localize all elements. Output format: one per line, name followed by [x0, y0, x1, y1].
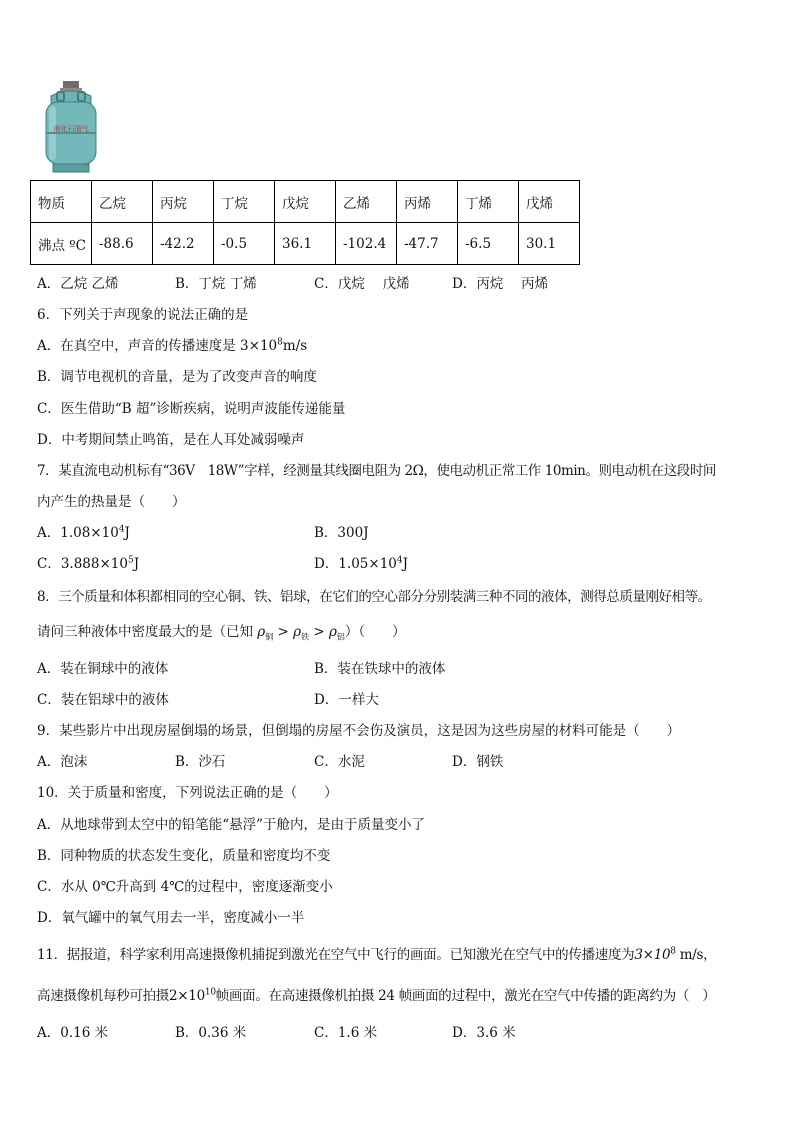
q7-option-c-text: C．3.888×10 — [37, 556, 128, 572]
q7-option-a-text: A．1.08×10 — [37, 525, 119, 541]
q10-option-c[interactable]: C．水从 0℃升高到 4℃的过程中，密度逐渐变小 — [37, 879, 333, 895]
q6-option-a-exp: 8 — [277, 337, 283, 348]
q11-stem-line1 — [37, 943, 716, 963]
greater-than: > — [273, 624, 294, 640]
q9-option-b[interactable]: B．沙石 — [175, 754, 226, 770]
q7-option-d-text: D．1.05×10 — [314, 556, 397, 572]
q11-option-d[interactable]: D．3.6 米 — [452, 1025, 516, 1041]
q7-stem-line2: 内产生的热量是（ ） — [37, 494, 186, 510]
q7-option-a-exp: 4 — [118, 524, 125, 535]
table-cell: 36.1 — [275, 223, 336, 265]
table-cell: 丁烷 — [214, 181, 275, 223]
q6-stem: 6．下列关于声现象的说法正确的是 — [37, 307, 249, 323]
table-cell: 丙烷 — [153, 181, 214, 223]
boiling-point-table — [30, 180, 580, 265]
q8-stem-pre: 请问三种液体中密度最大的是（已知 — [37, 624, 253, 640]
q11-stem1-end: ， — [703, 947, 717, 963]
q8-stem-post: ）（ ） — [344, 624, 406, 640]
q7-option-d-exp: 4 — [396, 555, 403, 566]
q11-fps: 2×10 — [169, 988, 205, 1004]
q11-stem2-post: 帧画面。在高速摄像机拍摄 24 帧画面的过程中，激光在空气中传播的距离约为（ ） — [215, 988, 716, 1004]
q11-speed: 3×10 — [634, 947, 671, 963]
gas-cylinder-image — [37, 80, 105, 176]
q11-stem2-pre: 高速摄像机每秒可拍摄 — [37, 988, 169, 1004]
q10-option-d[interactable]: D．氧气罐中的氧气用去一半，密度减小一半 — [37, 910, 305, 926]
greater-than: > — [309, 624, 329, 640]
q8-option-c[interactable]: C．装在铝球中的液体 — [37, 692, 169, 708]
table-cell: 30.1 — [519, 223, 580, 265]
q6-option-d[interactable]: D．中考期间禁止鸣笛，是在人耳处减弱噪声 — [37, 432, 305, 448]
table-cell: 物质 — [31, 181, 92, 223]
table-cell: 乙烯 — [336, 181, 397, 223]
q7-option-a[interactable] — [37, 521, 130, 541]
rho-sub-copper: 铜 — [265, 632, 274, 642]
rho-sub-iron: 铁 — [301, 632, 310, 642]
table-cell: 丙烯 — [397, 181, 458, 223]
rho-symbol: ρ — [328, 624, 337, 640]
table-cell: -6.5 — [458, 223, 519, 265]
rho-symbol: ρ — [257, 624, 266, 640]
q7-option-c-unit: J — [133, 556, 140, 572]
q9-option-a[interactable]: A．泡沫 — [37, 754, 88, 770]
q5-option-d[interactable]: D．丙烷 丙烯 — [452, 276, 549, 292]
q10-option-b[interactable]: B．同种物质的状态发生变化，质量和密度均不变 — [37, 848, 331, 864]
q5-option-b[interactable]: B．丁烷 丁烯 — [175, 276, 257, 292]
table-cell: 丁烯 — [458, 181, 519, 223]
q8-stem-line1: 8．三个质量和体积都相同的空心铜、铁、铝球，在它们的空心部分分别装满三种不同的液体，测得总质量刚好相等。 — [37, 589, 711, 605]
table-row — [31, 181, 580, 223]
q7-option-c-exp: 5 — [127, 555, 134, 566]
q7-option-c[interactable] — [37, 552, 139, 572]
q6-option-a[interactable] — [37, 334, 307, 354]
table-cell: -102.4 — [336, 223, 397, 265]
q5-option-c[interactable]: C．戊烷 戊烯 — [314, 276, 410, 292]
q8-option-d[interactable]: D．一样大 — [314, 692, 379, 708]
q5-option-a[interactable]: A．乙烷 乙烯 — [37, 276, 119, 292]
q7-stem-line1: 7．某直流电动机标有“36V 18W”字样，经测量其线圈电阻为 2Ω，使电动机正常工作 10min。则电动机在这段时间 — [37, 463, 716, 479]
table-cell: 戊烷 — [275, 181, 336, 223]
q7-option-d[interactable] — [314, 552, 408, 572]
q7-option-a-unit: J — [124, 525, 130, 541]
table-cell: 沸点 ºC — [31, 223, 92, 265]
gas-tank-label: 液化石油气 — [53, 125, 89, 133]
q11-option-a[interactable]: A．0.16 米 — [37, 1025, 109, 1041]
q6-option-c[interactable]: C．医生借助“B 超”诊断疾病，说明声波能传递能量 — [37, 401, 346, 417]
table-cell: 乙烷 — [92, 181, 153, 223]
table-cell: 戊烯 — [519, 181, 580, 223]
q9-option-d[interactable]: D．钢铁 — [452, 754, 504, 770]
q11-fps-exp: 10 — [204, 987, 216, 998]
q11-speed-unit: m/s — [675, 947, 704, 963]
q11-option-c[interactable]: C．1.6 米 — [314, 1025, 378, 1041]
q11-stem-line2 — [37, 984, 716, 1004]
q11-stem1: 11．据报道，科学家利用高速摄像机捕捉到激光在空气中飞行的画面。已知激光在空气中的传播速度为 — [37, 947, 635, 963]
q9-stem: 9．某些影片中出现房屋倒塌的场景，但倒塌的房屋不会伤及演员，这是因为这些房屋的材料可能是（ ） — [37, 723, 681, 739]
table-cell: -88.6 — [92, 223, 153, 265]
rho-sub-aluminum: 铝 — [336, 632, 345, 642]
q6-option-a-unit: m/s — [282, 338, 308, 354]
q7-option-b[interactable]: B．300J — [314, 525, 369, 541]
table-row — [31, 223, 580, 265]
q8-option-a[interactable]: A．装在铜球中的液体 — [37, 661, 169, 677]
table-cell: -47.7 — [397, 223, 458, 265]
q10-stem: 10．关于质量和密度，下列说法正确的是（ ） — [37, 785, 338, 801]
q8-option-b[interactable]: B．装在铁球中的液体 — [314, 661, 446, 677]
q10-option-a[interactable]: A．从地球带到太空中的铅笔能“悬浮”于舱内，是由于质量变小了 — [37, 817, 426, 833]
table-cell: -0.5 — [214, 223, 275, 265]
q6-option-b[interactable]: B．调节电视机的音量，是为了改变声音的响度 — [37, 369, 317, 385]
q8-stem-line2 — [37, 620, 406, 640]
table-cell: -42.2 — [153, 223, 214, 265]
q6-option-a-text: A．在真空中，声音的传播速度是 3×10 — [37, 338, 278, 354]
rho-symbol: ρ — [293, 624, 302, 640]
q11-option-b[interactable]: B．0.36 米 — [175, 1025, 247, 1041]
q9-option-c[interactable]: C．水泥 — [314, 754, 365, 770]
q7-option-d-unit: J — [402, 556, 409, 572]
q11-speed-exp: 8 — [670, 946, 676, 957]
